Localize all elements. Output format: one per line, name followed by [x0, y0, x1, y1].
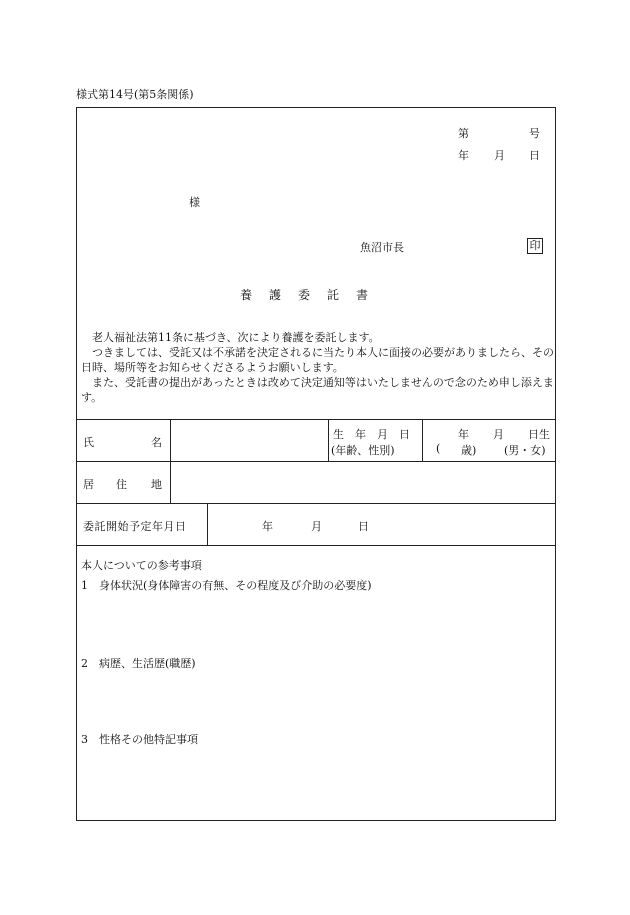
body-paragraph-2: つきましては、受託又は不承諾を決定されるに当たり本人に面接の必要がありましたら、その日時、場所等をお知らせくださるようお願いします。 [81, 346, 554, 374]
row-divider [77, 503, 555, 504]
title-char: 書 [356, 288, 369, 302]
gender-choice: (男・女) [504, 444, 546, 457]
age-open: ( [436, 442, 441, 455]
title-char: 委 [298, 288, 311, 302]
start-date-year: 年 [262, 520, 273, 533]
reference-heading: 本人についての参考事項 [81, 559, 202, 572]
dob-label-line1: 生 年 月 日 [333, 428, 410, 441]
form-number: 様式第14号(第5条関係) [76, 88, 194, 101]
residence-label-1: 居 [83, 478, 94, 491]
reference-item-personality: 3 性格その他特記事項 [81, 733, 198, 746]
title-char: 託 [327, 288, 340, 302]
addressee-suffix: 様 [189, 196, 200, 209]
dob-value-year: 年 [458, 428, 469, 441]
row-divider [77, 545, 555, 546]
residence-label-2: 住 [116, 478, 127, 491]
commission-form [76, 107, 556, 821]
seal-icon: 印 [527, 238, 543, 254]
start-date-day: 日 [358, 520, 369, 533]
name-label-1: 氏 [83, 436, 94, 449]
name-label-2: 名 [151, 436, 162, 449]
date-month: 月 [494, 149, 505, 162]
table-top-border [77, 419, 555, 420]
start-date-month: 月 [311, 520, 322, 533]
document-title [240, 286, 370, 303]
dob-value-month: 月 [493, 428, 504, 441]
issuer-name: 魚沼市長 [360, 241, 404, 254]
date-year: 年 [458, 149, 469, 162]
date-day: 日 [529, 149, 540, 162]
title-char: 養 [240, 288, 253, 302]
dob-value-day: 日生 [528, 428, 550, 441]
column-divider [422, 419, 423, 461]
dob-label-line2: (年齢、性別) [331, 444, 395, 457]
start-date-label: 委託開始予定年月日 [83, 520, 187, 533]
residence-label-3: 地 [151, 478, 162, 491]
body-paragraph-3: また、受託書の提出があったときは改めて決定通知等はいたしませんので念のため申し添えます。 [81, 376, 554, 404]
reference-item-physical: 1 身体状況(身体障害の有無、その程度及び介助の必要度) [81, 579, 372, 592]
doc-number-prefix: 第 [458, 127, 469, 140]
column-divider [170, 419, 171, 503]
doc-number-suffix: 号 [529, 127, 540, 140]
age-unit: 歳) [461, 444, 477, 457]
title-char: 護 [269, 288, 282, 302]
row-divider [77, 461, 555, 462]
reference-item-history: 2 病歴、生活歴(職歴) [81, 657, 196, 670]
column-divider [328, 419, 329, 461]
column-divider [207, 503, 208, 545]
body-paragraph-1: 老人福祉法第11条に基づき、次により養護を委託します。 [92, 331, 380, 344]
